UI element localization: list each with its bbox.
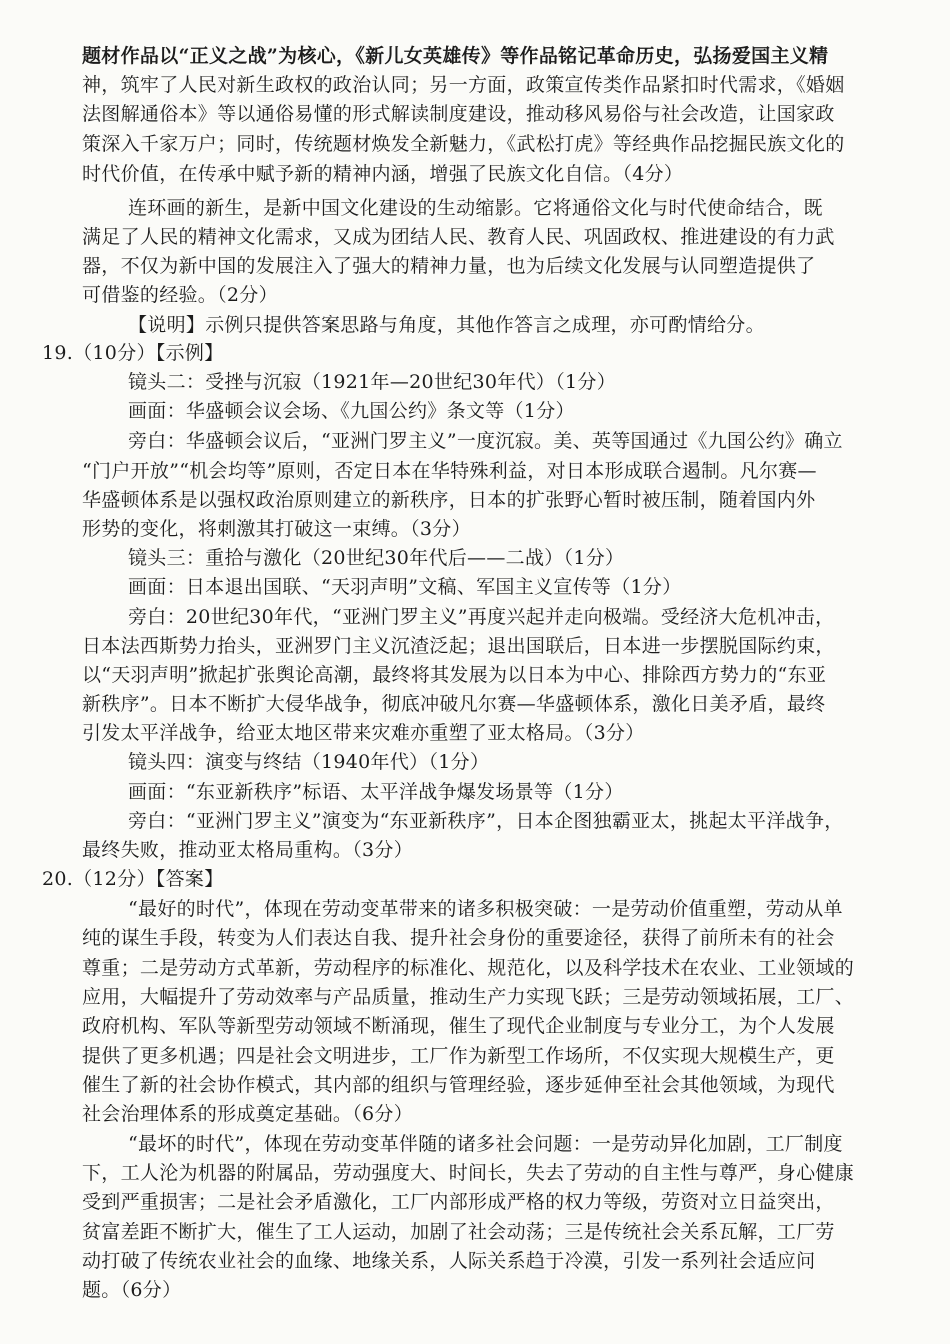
text-line: 贫富差距不断扩大，催生了工人运动，加剧了社会动荡；三是传统社会关系瓦解，工厂劳 — [82, 1221, 835, 1243]
text-line: 社会治理体系的形成奠定基础。（6分） — [82, 1103, 413, 1125]
text-line: 连环画的新生，是新中国文化建设的生动缩影。它将通俗文化与时代使命结合，既 — [128, 197, 823, 219]
text-line: 旁白：华盛顿会议后，“亚洲门罗主义”一度沉寂。美、英等国通过《九国公约》确立 — [128, 430, 843, 452]
text-line: 提供了更多机遇；四是社会文明进步，工厂作为新型工作场所，不仅实现大规模生产，更 — [82, 1045, 835, 1067]
text-line: 旁白：20世纪30年代，“亚洲门罗主义”再度兴起并走向极端。受经济大危机冲击， — [128, 606, 835, 628]
text-line: 时代价值，在传承中赋予新的精神内涵，增强了民族文化自信。（4分） — [82, 163, 684, 185]
text-line: 日本法西斯势力抬头，亚洲罗门主义沉渣泛起；退出国联后，日本进一步摆脱国际约束， — [82, 635, 835, 657]
text-line: 法图解通俗本》等以通俗易懂的形式解读制度建设，推动移风易俗与社会改造，让国家政 — [82, 103, 835, 125]
text-line: 纯的谋生手段，转变为人们表达自我、提升社会身份的重要途径，获得了前所未有的社会 — [82, 927, 835, 949]
text-line: 形势的变化，将刺激其打破这一束缚。（3分） — [82, 518, 471, 540]
text-line: 动打破了传统农业社会的血缘、地缘关系，人际关系趋于冷漠，引发一系列社会适应问 — [82, 1250, 816, 1272]
text-line: 最终失败，推动亚太格局重构。（3分） — [82, 839, 413, 861]
text-line: 画面：华盛顿会议会场、《九国公约》条文等（1分） — [128, 400, 575, 422]
text-line: 受到严重损害；二是社会矛盾激化，工厂内部形成严格的权力等级，劳资对立日益突出， — [82, 1191, 835, 1213]
text-line: “门户开放”“机会均等”原则，否定日本在华特殊利益，对日本形成联合遏制。凡尔赛— — [82, 460, 817, 482]
text-line: 政府机构、军队等新型劳动领域不断涌现，催生了现代企业制度与专业分工，为个人发展 — [82, 1015, 835, 1037]
text-line: 以“天羽声明”掀起扩张舆论高潮，最终将其发展为以日本为中心、排除西方势力的“东亚 — [82, 664, 827, 686]
text-line: 华盛顿体系是以强权政治原则建立的新秩序，日本的扩张野心暂时被压制，随着国内外 — [82, 489, 816, 511]
text-line: 【说明】示例只提供答案思路与角度，其他作答言之成理，亦可酌情给分。 — [128, 314, 765, 336]
text-line: 画面：“东亚新秩序”标语、太平洋战争爆发场景等（1分） — [128, 781, 624, 803]
text-line: 画面：日本退出国联、“天羽声明”文稿、军国主义宣传等（1分） — [128, 576, 682, 598]
text-line: 满足了人民的精神文化需求，又成为团结人民、教育人民、巩固政权、推进建设的有力武 — [82, 226, 835, 248]
text-line: “最坏的时代”，体现在劳动变革伴随的诸多社会问题：一是劳动异化加剧，工厂制度 — [128, 1133, 843, 1155]
text-line: 引发太平洋战争，给亚太地区带来灾难亦重塑了亚太格局。（3分） — [82, 722, 645, 744]
text-line: 催生了新的社会协作模式，其内部的组织与管理经验，逐步延伸至社会其他领域，为现代 — [82, 1074, 835, 1096]
text-line: 镜头四：演变与终结（1940年代）（1分） — [128, 751, 490, 773]
text-line: 题材作品以“正义之战”为核心，《新儿女英雄传》等作品铭记革命历史，弘扬爱国主义精 — [82, 45, 829, 67]
text-line: 镜头三：重拾与激化（20世纪30年代后——二战）（1分） — [128, 547, 625, 569]
text-line: 20.（12分）【答案】 — [42, 868, 224, 890]
text-line: 19.（10分）【示例】 — [42, 342, 224, 364]
text-line: 神，筑牢了人民对新生政权的政治认同；另一方面，政策宣传类作品紧扣时代需求，《婚姻 — [82, 74, 845, 96]
text-line: 新秩序”。日本不断扩大侵华战争，彻底冲破凡尔赛—华盛顿体系，激化日美矛盾，最终 — [82, 693, 826, 715]
text-line: 镜头二：受挫与沉寂（1921年—20世纪30年代）（1分） — [128, 371, 616, 393]
text-line: 器，不仅为新中国的发展注入了强大的精神力量，也为后续文化发展与认同塑造提供了 — [82, 255, 816, 277]
text-line: 应用，大幅提升了劳动效率与产品质量，推动生产力实现飞跃；三是劳动领域拓展，工厂、 — [82, 986, 855, 1008]
text-line: 旁白：“亚洲门罗主义”演变为“东亚新秩序”，日本企图独霸亚太，挑起太平洋战争， — [128, 810, 844, 832]
text-line: 尊重；二是劳动方式革新，劳动程序的标准化、规范化，以及科学技术在农业、工业领域的 — [82, 957, 855, 979]
text-line: 下，工人沦为机器的附属品，劳动强度大、时间长，失去了劳动的自主性与尊严，身心健康 — [82, 1162, 855, 1184]
text-line: 可借鉴的经验。（2分） — [82, 284, 278, 306]
text-line: 策深入千家万户；同时，传统题材焕发全新魅力，《武松打虎》等经典作品挖掘民族文化的 — [82, 133, 845, 155]
text-line: “最好的时代”，体现在劳动变革带来的诸多积极突破：一是劳动价值重塑，劳动从单 — [128, 898, 843, 920]
text-line: 题。（6分） — [82, 1279, 182, 1301]
